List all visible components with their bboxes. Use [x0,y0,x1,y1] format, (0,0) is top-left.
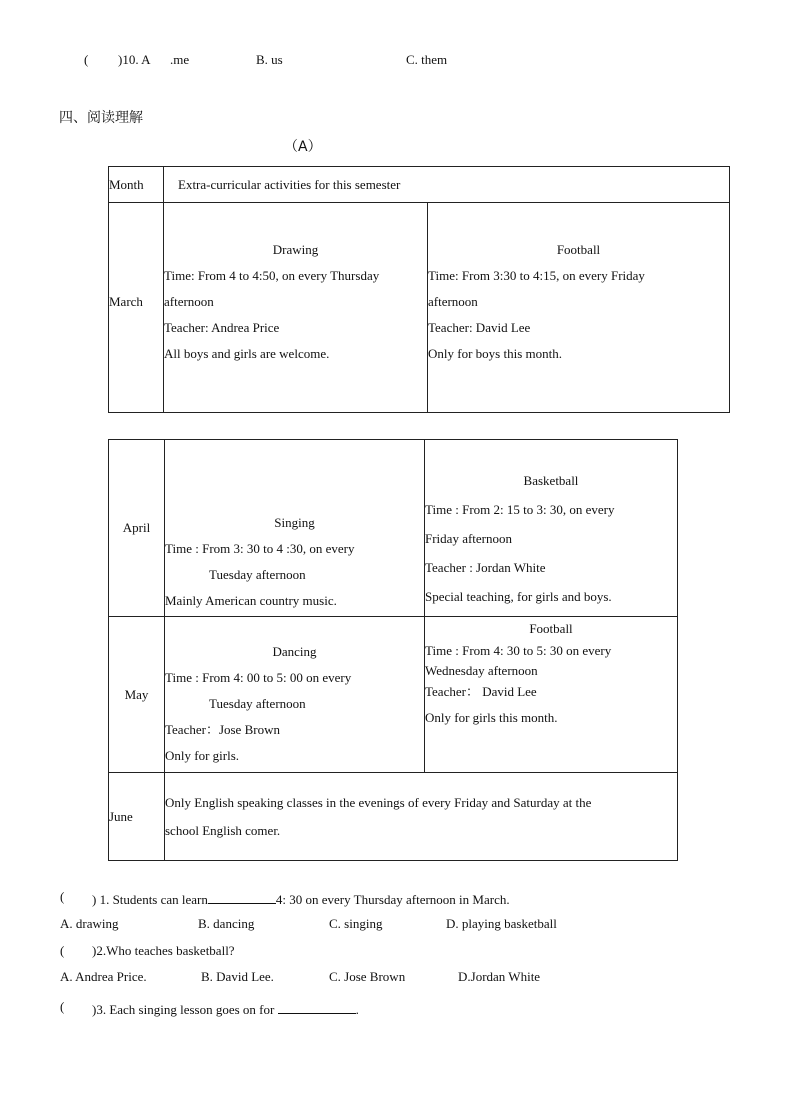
header-month: Month [109,167,164,203]
activity-time: Time: From 4 to 4:50, on every Thursday [164,268,380,283]
activity-note: Special teaching, for girls and boys. [425,589,612,604]
activity-teacher: Teacher: Andrea Price [164,320,280,335]
table-row-april [109,440,678,617]
answer-paren-q3: ( [60,999,65,1014]
q3-end: . [355,1002,359,1017]
q1-option-a: A. drawing [60,916,119,931]
answer-blank [208,889,276,904]
month-march: March [109,203,164,413]
cell-singing [165,440,425,617]
q10-label: )10. A [118,52,151,67]
table-row-june [109,773,678,861]
activity-title: Football [529,621,573,636]
question-2: )2.Who teaches basketball? [92,943,235,958]
passage-label: （A） [284,139,322,155]
activity-time: Time: From 3:30 to 4:15, on every Friday [428,268,645,283]
activity-title: Football [556,242,601,257]
table-row-march [109,203,730,413]
cell-football-may [425,617,678,773]
activity-time-cont: afternoon [164,294,214,309]
q2-option-b: B. David Lee. [201,969,274,984]
answer-paren-q1: ( [60,889,65,904]
june-text-line: Only English speaking classes in the evenings of every Friday and Saturday at the [165,794,592,810]
activity-teacher: Teacher : Jordan White [425,560,546,575]
q2-option-c: C. Jose Brown [329,969,406,984]
cell-june [165,773,678,861]
activity-title: Singing [274,515,315,530]
activity-time-cont: Tuesday afternoon [209,567,306,582]
q10-option-c: C. them [406,52,448,67]
q1-stem-start: ) 1. Students can learn [92,892,208,907]
table-header-row [109,167,730,203]
activity-time-cont: afternoon [428,294,478,309]
q3-stem: )3. Each singing lesson goes on for [92,1002,275,1017]
activity-note: Mainly American country music. [165,593,337,608]
activity-note: Only for girls this month. [425,710,558,725]
section-title: 四、阅读理解 [59,110,143,126]
q2-option-a: A. Andrea Price. [60,969,147,984]
q1-option-c: C. singing [329,916,383,931]
activity-time: Time : From 4: 00 to 5: 00 on every [165,670,352,685]
q1-stem-end: 4: 30 on every Thursday afternoon in March. [275,892,510,907]
schedule-table-april-june [108,439,678,861]
activity-title: Dancing [272,644,317,659]
activity-time-cont: Tuesday afternoon [209,696,306,711]
activity-time-cont: Friday afternoon [425,531,513,546]
activity-time: Time : From 3: 30 to 4 :30, on every [165,541,355,556]
answer-paren-q2: ( [60,943,65,958]
cell-football-march [428,203,730,413]
q10-option-b: B. us [256,52,283,67]
q1-option-d: D. playing basketball [446,916,557,931]
activity-time: Time : From 2: 15 to 3: 30, on every [425,502,615,517]
month-june: June [109,773,165,861]
june-text-line: school English comer. [165,822,281,838]
activity-time: Time : From 4: 30 to 5: 30 on every [425,643,612,658]
cell-basketball [425,440,678,617]
activity-teacher: Teacher: David Lee [428,320,531,335]
answer-paren-q10: ( [84,52,89,67]
activity-title: Drawing [272,242,319,257]
q2-option-d: D.Jordan White [458,969,541,984]
table-row-may [109,617,678,773]
q1-option-b: B. dancing [198,916,255,931]
month-may: May [109,617,165,773]
question-1 [92,889,510,908]
answer-blank [278,999,356,1014]
activity-teacher: Teacher： David Lee [425,684,537,699]
activity-note: All boys and girls are welcome. [164,346,330,361]
activity-title: Basketball [523,473,579,488]
month-april: April [109,440,165,617]
cell-drawing [164,203,428,413]
header-activities: Extra-curricular activities for this semester [164,167,730,203]
activity-note: Only for girls. [165,748,240,763]
activity-teacher: Teacher：Jose Brown [165,722,280,737]
question-3 [92,999,359,1018]
activity-note: Only for boys this month. [428,346,562,361]
cell-dancing [165,617,425,773]
q10-option-a: .me [170,52,190,67]
activity-time-cont: Wednesday afternoon [425,663,538,678]
schedule-table-march [108,166,730,413]
